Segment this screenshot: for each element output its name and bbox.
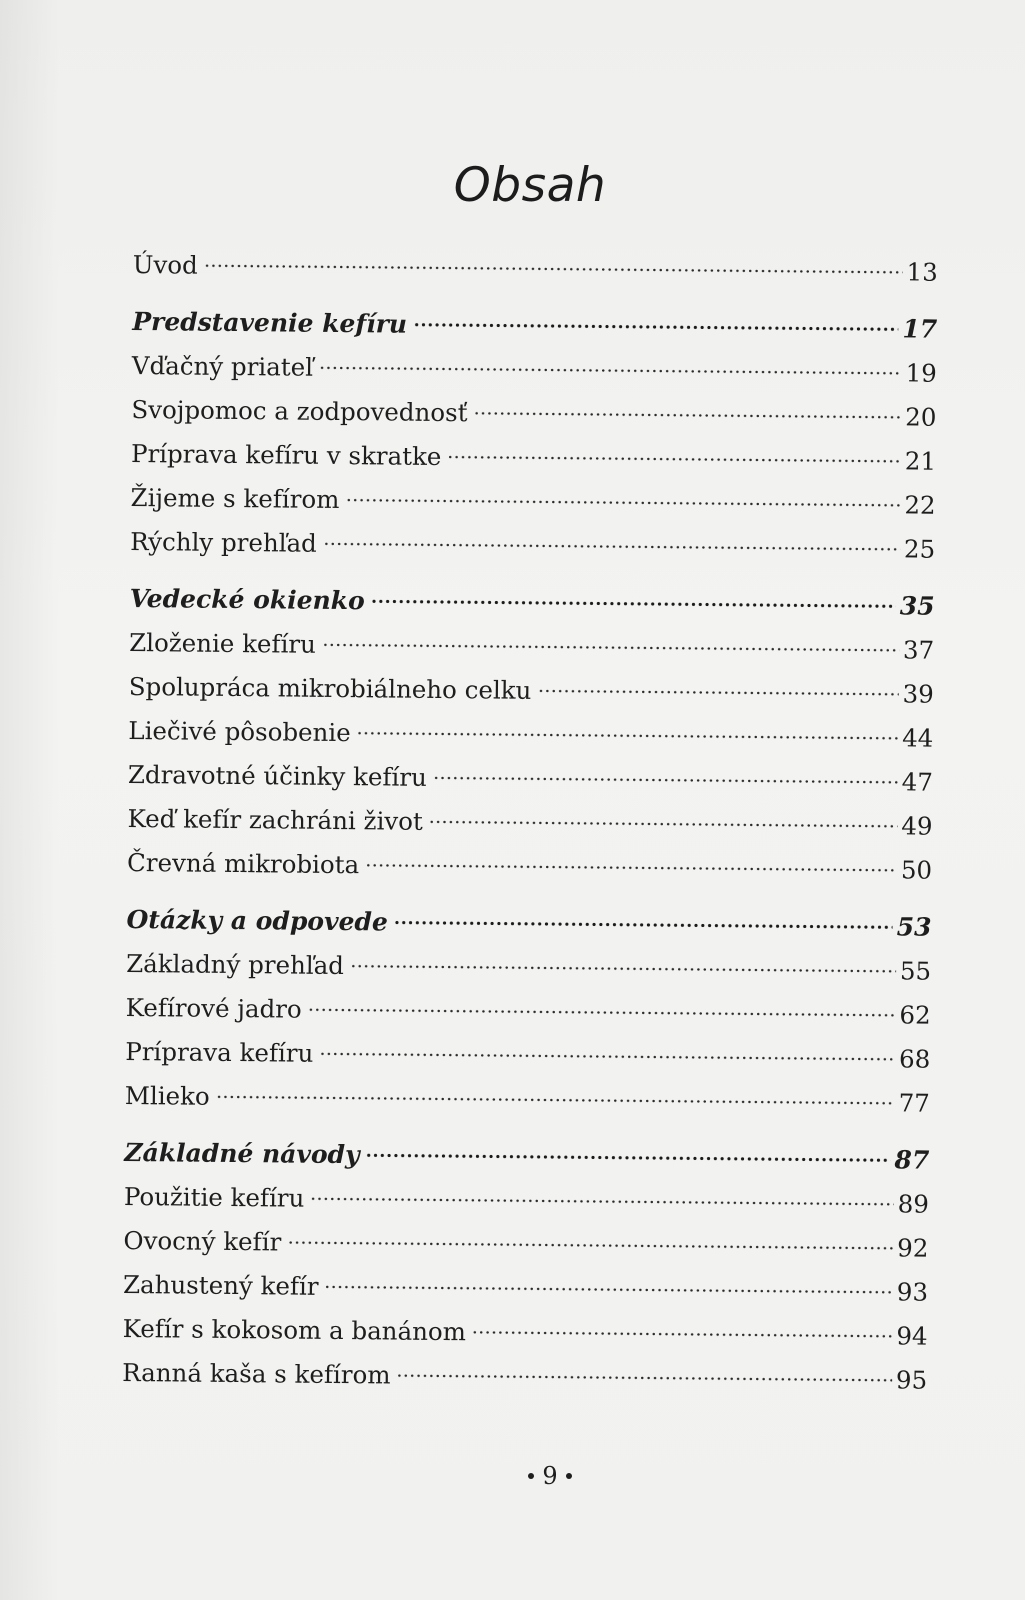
bullet-right-icon xyxy=(566,1473,572,1479)
toc-section-row xyxy=(132,307,937,359)
toc-entry-row xyxy=(124,1182,929,1234)
dot-leader xyxy=(319,366,902,376)
toc-page-number: 89 xyxy=(897,1189,930,1219)
toc-page-number: 25 xyxy=(903,534,936,564)
dot-leader xyxy=(325,1285,893,1294)
dot-leader xyxy=(287,1241,893,1251)
dot-leader xyxy=(447,455,900,463)
dot-leader xyxy=(216,1095,895,1106)
toc-entry-row xyxy=(131,439,936,491)
toc-page-number: 92 xyxy=(897,1233,929,1263)
dot-leader xyxy=(310,1197,893,1207)
dot-leader xyxy=(319,1052,895,1062)
toc-entry-title: Zloženie kefíru xyxy=(129,627,317,659)
toc-page-number: 47 xyxy=(901,767,934,797)
toc-page-number: 93 xyxy=(896,1277,929,1307)
toc-entry-row xyxy=(123,1226,928,1278)
dot-leader xyxy=(322,643,899,653)
toc-entry-row xyxy=(130,483,935,535)
toc-entry-title: Mlieko xyxy=(124,1080,210,1111)
toc-page-number: 13 xyxy=(906,257,938,287)
table-of-contents xyxy=(122,250,938,1410)
toc-section-title: Otázky a odpovede xyxy=(126,904,389,937)
dot-leader xyxy=(308,1008,896,1018)
toc-page-number: 35 xyxy=(899,591,935,621)
dot-leader xyxy=(537,689,898,696)
toc-entry-title: Zahustený kefír xyxy=(122,1269,319,1301)
toc-entry-title: Kefír s kokosom a banánom xyxy=(122,1313,467,1347)
dot-leader xyxy=(472,1330,893,1338)
toc-section-row xyxy=(124,1138,929,1190)
toc-page-number: 87 xyxy=(894,1145,930,1175)
toc-entry-title: Liečivé pôsobenie xyxy=(128,715,351,748)
toc-entry-title: Žijeme s kefírom xyxy=(130,482,340,514)
toc-page-number: 68 xyxy=(898,1044,931,1074)
dot-leader xyxy=(371,599,896,608)
toc-entry-row xyxy=(125,1081,930,1133)
toc-entry-title: Ovocný kefír xyxy=(123,1225,282,1257)
dot-leader xyxy=(366,1153,891,1162)
toc-entry-title: Črevná mikrobiota xyxy=(126,847,360,880)
toc-entry-title: Úvod xyxy=(132,250,198,280)
toc-page-number: 77 xyxy=(898,1088,930,1118)
dot-leader xyxy=(433,776,898,784)
toc-section-title: Základné návody xyxy=(124,1137,360,1170)
toc-entry-title: Ranná kaša s kefírom xyxy=(122,1357,391,1390)
toc-section-title: Vedecké okienko xyxy=(129,583,365,616)
toc-page-number: 37 xyxy=(902,635,935,665)
toc-page-number: 44 xyxy=(902,723,934,753)
toc-title: Obsah xyxy=(453,158,607,213)
page-number-footer xyxy=(0,1462,1025,1490)
toc-entry-row xyxy=(122,1314,927,1366)
toc-entry-row xyxy=(127,848,932,900)
dot-leader xyxy=(357,731,898,740)
toc-entry-title: Použitie kefíru xyxy=(123,1181,305,1213)
toc-page-number: 49 xyxy=(901,811,933,841)
toc-section-row xyxy=(129,584,934,636)
toc-page-number: 17 xyxy=(902,314,938,344)
toc-entry-row xyxy=(128,760,933,812)
toc-page-number: 95 xyxy=(895,1365,928,1395)
toc-entry-title: Keď kefír zachráni život xyxy=(127,803,423,836)
toc-entry-title: Svojpomoc a zodpovednosť xyxy=(131,394,468,428)
toc-entry-title: Kefírové jadro xyxy=(125,992,302,1024)
dot-leader xyxy=(413,323,898,332)
toc-entry-row xyxy=(132,351,937,403)
dot-leader xyxy=(396,1374,892,1383)
toc-entry-row xyxy=(128,716,933,768)
toc-entry-title: Vďačný priateľ xyxy=(131,350,314,382)
dot-leader xyxy=(473,411,901,419)
toc-page-number: 62 xyxy=(899,1000,931,1030)
toc-entry-row xyxy=(125,1037,930,1089)
toc-page-number: 50 xyxy=(900,855,933,885)
page-number: 9 xyxy=(542,1462,558,1490)
toc-page-number: 20 xyxy=(905,402,937,432)
dot-leader xyxy=(323,542,900,552)
toc-entry-title: Spolupráca mikrobiálneho celku xyxy=(128,671,532,705)
toc-page-number: 94 xyxy=(896,1321,928,1351)
toc-entry-title: Príprava kefíru xyxy=(125,1036,314,1068)
dot-leader xyxy=(429,820,898,828)
dot-leader xyxy=(350,964,896,973)
toc-section-title: Predstavenie kefíru xyxy=(132,306,408,339)
toc-entry-row xyxy=(133,250,938,302)
toc-entry-row xyxy=(129,672,934,724)
toc-entry-row xyxy=(123,1270,928,1322)
toc-page-number: 22 xyxy=(904,490,936,520)
toc-entry-row xyxy=(130,527,935,579)
dot-leader xyxy=(394,921,893,930)
toc-entry-title: Zdravotné účinky kefíru xyxy=(127,759,427,792)
toc-entry-row xyxy=(126,949,931,1001)
toc-entry-row xyxy=(122,1358,927,1410)
toc-entry-title: Príprava kefíru v skratke xyxy=(130,438,442,471)
toc-entry-title: Rýchly prehľad xyxy=(130,526,317,558)
bullet-left-icon xyxy=(528,1473,534,1479)
toc-page-number: 19 xyxy=(905,358,937,388)
toc-entry-row xyxy=(125,993,930,1045)
toc-entry-row xyxy=(131,395,936,447)
dot-leader xyxy=(204,264,903,275)
toc-page-number: 55 xyxy=(899,956,932,986)
toc-entry-row xyxy=(129,628,934,680)
toc-page-number: 21 xyxy=(904,446,937,476)
dot-leader xyxy=(365,863,897,872)
dot-leader xyxy=(345,498,900,507)
toc-page-number: 39 xyxy=(902,679,934,709)
toc-entry-row xyxy=(127,804,932,856)
toc-section-row xyxy=(126,905,931,957)
toc-page-number: 53 xyxy=(896,912,932,942)
toc-entry-title: Základný prehľad xyxy=(126,948,345,981)
